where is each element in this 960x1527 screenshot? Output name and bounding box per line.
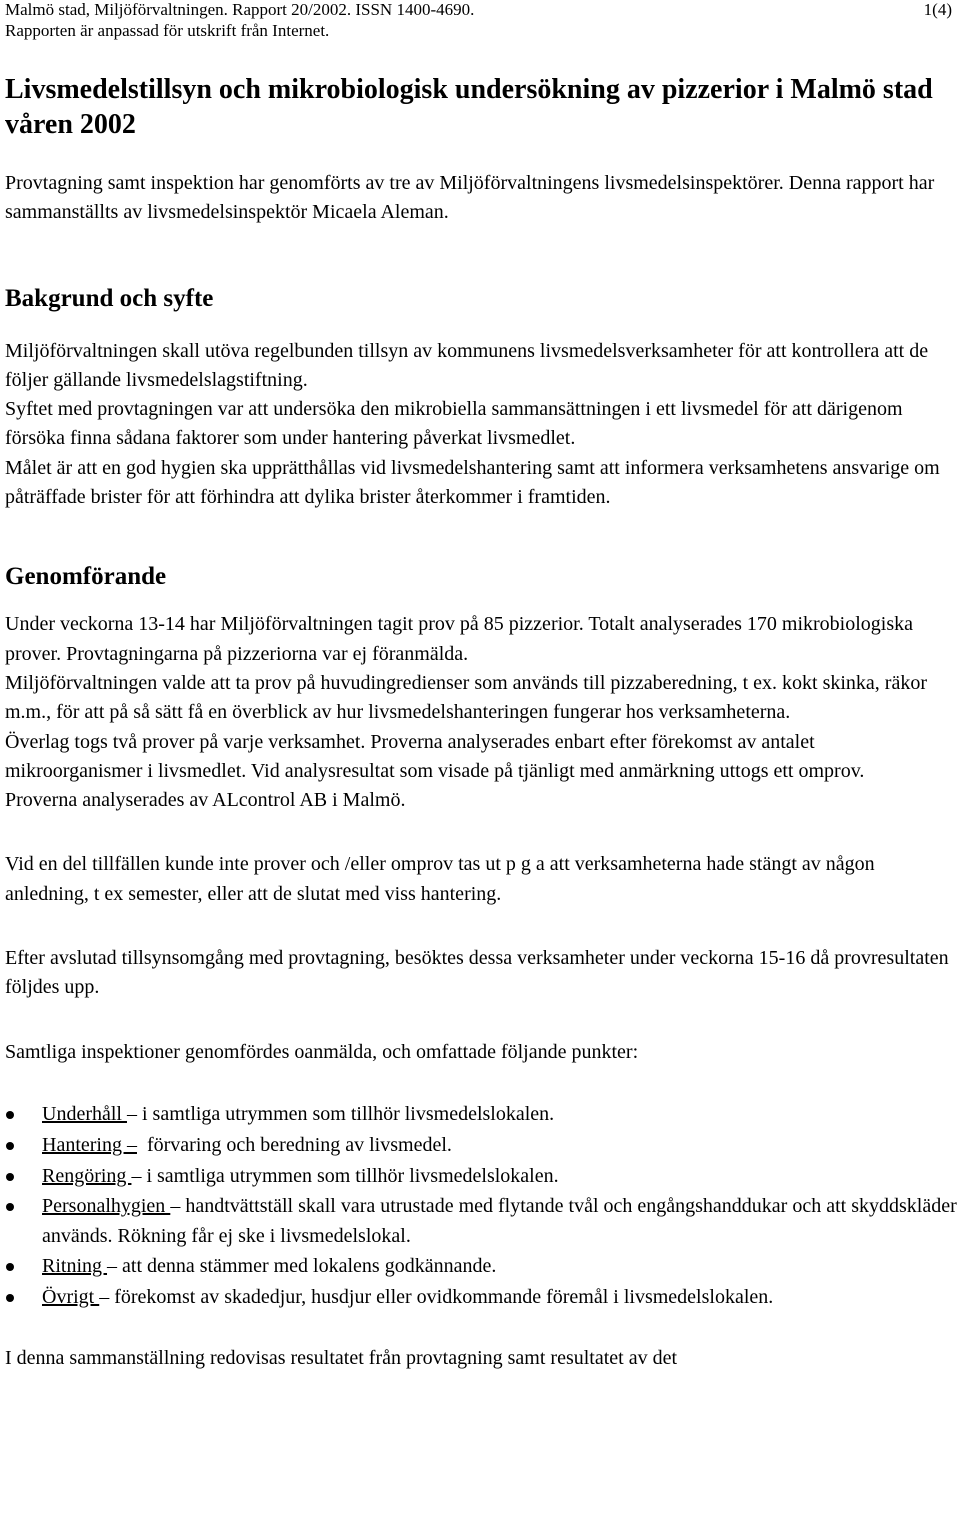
- point-term: Personalhygien: [42, 1195, 171, 1218]
- genomforande-paragraph-2: Miljöförvaltningen valde att ta prov på huvudingredienser som används till pizzaberedning, t ex. kokt skinka, räkor m.m., för att på så sätt få en överblick av hur livsmedelshanteringen fungerar hos verksamheterna.: [5, 671, 927, 724]
- genomforande-paragraph-5: Vid en del tillfällen kunde inte prover och /eller omprov tas ut p g a att verksamheterna hade stängt av någon anledning, t ex semester, eller att de slutat med viss hantering.: [5, 853, 875, 905]
- genomforande-paragraph-3: Överlag togs två prover på varje verksamhet. Proverna analyserades enbart efter förekomst av antalet mikroorganismer i livsmedlet. Vid analysresultat som visade på tjänligt med anmärkning uttogs ett omprov.: [5, 730, 865, 782]
- point-term: Underhåll: [42, 1102, 127, 1125]
- point-term: Ritning: [42, 1255, 108, 1278]
- point-term: Rengöring: [42, 1164, 132, 1187]
- point-text: – i samtliga utrymmen som tillhör livsmedelslokalen.: [131, 1164, 559, 1187]
- bakgrund-paragraph-2: Syftet med provtagningen var att undersöka den mikrobiella sammansättningen i ett livsmedel för att därigenom försöka finna sådana faktorer som under hantering påverkat livsmedlet.: [5, 398, 903, 450]
- bakgrund-paragraph-3: Målet är att en god hygien ska upprätthållas vid livsmedelshantering samt att informera verksamhetens ansvarige om påträffade brister för att förhindra att dylika brister återkommer i framtiden.: [5, 456, 940, 509]
- intro-paragraph: Provtagning samt inspektion har genomförts av tre av Miljöförvaltningens livsmedelsinspektörer. Denna rapport har sammanställts av livsmedelsinspektör Micaela Aleman.: [5, 172, 935, 224]
- inspection-points-list: [5, 1100, 957, 1313]
- genomforande-paragraph-1: Under veckorna 13-14 har Miljöförvaltningen tagit prov på 85 pizzerior. Totalt analyserades 170 mikrobiologiska prover. Provtagningarna på pizzeriorna var ej föranmälda.: [5, 613, 913, 665]
- list-item: [5, 1100, 957, 1129]
- header-print-note: Rapporten är anpassad för utskrift från Internet.: [5, 21, 330, 40]
- bullet-icon: [6, 1142, 14, 1150]
- list-item: [5, 1283, 957, 1312]
- point-text: – att denna stämmer med lokalens godkännande.: [107, 1255, 497, 1278]
- bullet-icon: [6, 1111, 14, 1119]
- bullet-icon: [6, 1263, 14, 1271]
- point-text: förvaring och beredning av livsmedel.: [136, 1133, 452, 1156]
- genomforande-paragraph-4: Proverna analyserades av ALcontrol AB i Malmö.: [5, 789, 406, 812]
- list-item: [5, 1252, 957, 1281]
- closing-paragraph: I denna sammanställning redovisas resultatet från provtagning samt resultatet av det: [5, 1347, 678, 1370]
- section-heading-bakgrund: Bakgrund och syfte: [5, 284, 214, 312]
- bakgrund-paragraph-1: Miljöförvaltningen skall utöva regelbunden tillsyn av kommunens livsmedelsverksamheter för att kontrollera att de följer gällande livsmedelslagstiftning.: [5, 339, 929, 391]
- bullet-icon: [6, 1203, 14, 1211]
- document-body: [5, 72, 957, 1373]
- bullet-icon: [6, 1173, 14, 1181]
- section-heading-genomforande: Genomförande: [5, 563, 167, 591]
- list-item: [5, 1192, 957, 1251]
- genomforande-paragraph-6: Efter avslutad tillsynsomgång med provtagning, besöktes dessa verksamheter under veckorna 15-16 då provresultaten följdes upp.: [5, 947, 949, 999]
- genomforande-paragraph-7: Samtliga inspektioner genomfördes oanmälda, och omfattade följande punkter:: [5, 1040, 639, 1063]
- document-title: Livsmedelstillsyn och mikrobiologisk undersökning av pizzerior i Malmö stad våren 2002: [5, 74, 933, 140]
- point-term: Övrigt: [42, 1286, 100, 1309]
- point-text: – handtvättställ skall vara utrustade med flytande tvål och engångshanddukar och att skyddskläder används. Rökning får ej ske i livsmedelslokal.: [42, 1195, 957, 1247]
- header-report-info: Malmö stad, Miljöförvaltningen. Rapport 20/2002. ISSN 1400-4690.: [5, 0, 475, 19]
- point-text: – förekomst av skadedjur, husdjur eller ovidkommande föremål i livsmedelslokalen.: [99, 1286, 774, 1309]
- point-text: – i samtliga utrymmen som tillhör livsmedelslokalen.: [126, 1102, 555, 1125]
- list-item: [5, 1131, 957, 1160]
- point-term: Hantering –: [42, 1133, 137, 1156]
- page-number: 1(4): [923, 0, 952, 19]
- list-item: [5, 1162, 957, 1191]
- bullet-icon: [6, 1294, 14, 1302]
